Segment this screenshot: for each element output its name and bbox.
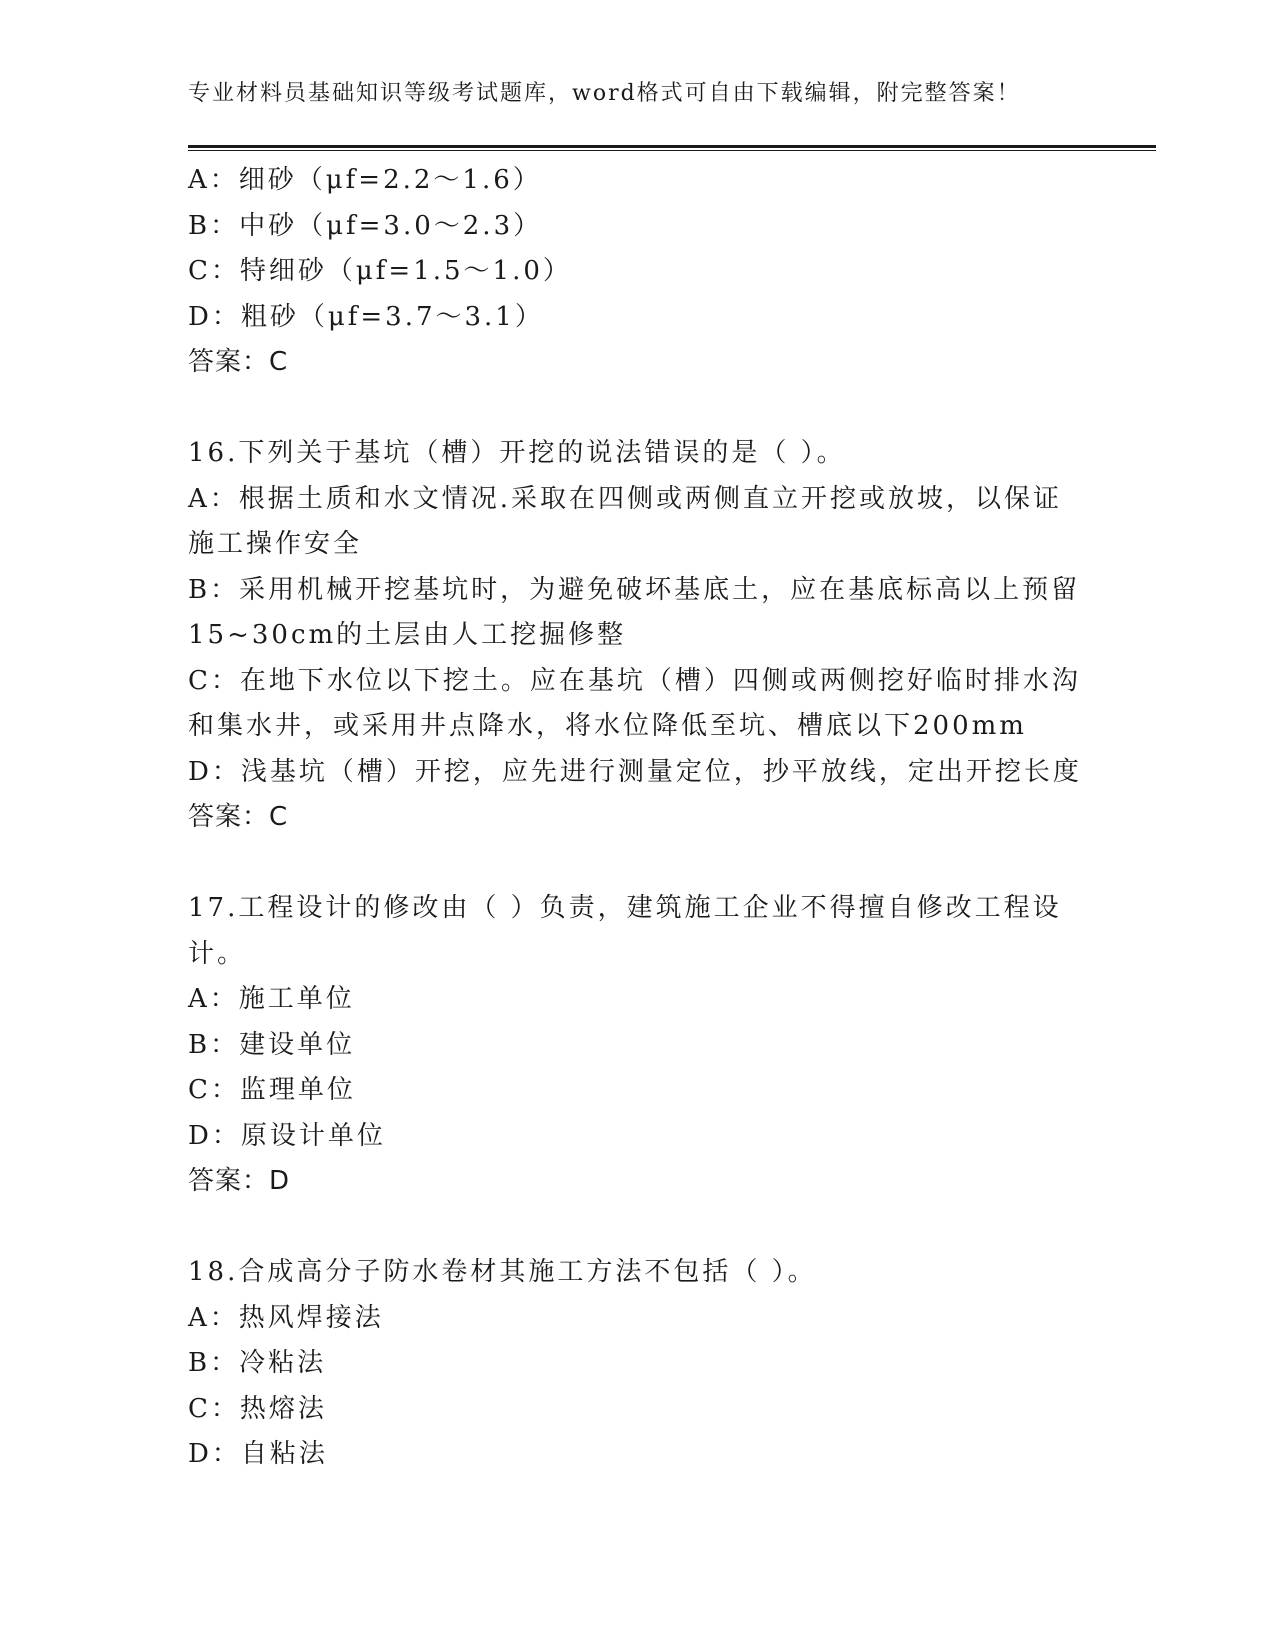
q16-option-d: D：浅基坑（槽）开挖，应先进行测量定位，抄平放线，定出开挖长度 (188, 756, 1082, 787)
q17-option-a: A：施工单位 (188, 984, 355, 1014)
spacer (188, 1205, 1088, 1251)
q17-stem: 17.工程设计的修改由（ ）负责，建筑施工企业不得擅自修改工程设 (188, 893, 1062, 923)
q16-option-b-cont: 15~30cm的土层由人工挖掘修整 (188, 620, 627, 650)
q18-option-b: B：冷粘法 (188, 1348, 327, 1378)
q16-option-b: B：采用机械开挖基坑时，为避免破坏基底土，应在基底标高以上预留 (188, 574, 1081, 605)
q17-stem-cont: 计。 (188, 938, 247, 969)
header-rule-thin (188, 150, 1156, 151)
q16-stem: 16.下列关于基坑（槽）开挖的说法错误的是（ ）。 (188, 438, 846, 468)
q15-option-a: A：细砂（μf=2.2～1.6） (188, 165, 542, 195)
q16-option-c-cont: 和集水井，或采用井点降水，将水位降低至坑、槽底以下200mm (188, 711, 1027, 741)
header-rule-thick (188, 145, 1156, 148)
q18-option-d: D：自粘法 (188, 1439, 328, 1469)
q17-option-b: B：建设单位 (188, 1029, 356, 1060)
page-header: 专业材料员基础知识等级考试题库，word格式可自由下载编辑，附完整答案！ (188, 81, 1021, 106)
q18-stem: 18.合成高分子防水卷材其施工方法不包括（ ）。 (188, 1257, 817, 1287)
q16-option-a: A：根据土质和水文情况.采取在四侧或两侧直立开挖或放坡，以保证 (188, 483, 1063, 514)
q15-option-b: B：中砂（μf=3.0～2.3） (188, 210, 543, 241)
spacer (188, 386, 1088, 432)
question-content (188, 158, 1088, 1478)
q18-option-c: C：热熔法 (188, 1393, 327, 1424)
q16-option-c: C：在地下水位以下挖土。应在基坑（槽）四侧或两侧挖好临时排水沟 (188, 665, 1081, 696)
q15-option-d: D：粗砂（μf=3.7～3.1） (188, 301, 544, 332)
spacer (188, 841, 1088, 887)
q17-option-d: D：原设计单位 (188, 1120, 386, 1151)
q15-answer: 答案：C (188, 347, 289, 377)
q15-option-c: C：特细砂（μf=1.5～1.0） (188, 256, 572, 286)
q16-answer: 答案：C (188, 802, 289, 832)
q16-option-a-cont: 施工操作安全 (188, 529, 363, 559)
q17-answer: 答案：D (188, 1166, 291, 1196)
q17-option-c: C：监理单位 (188, 1075, 356, 1105)
q18-option-a: A：热风焊接法 (188, 1302, 384, 1333)
